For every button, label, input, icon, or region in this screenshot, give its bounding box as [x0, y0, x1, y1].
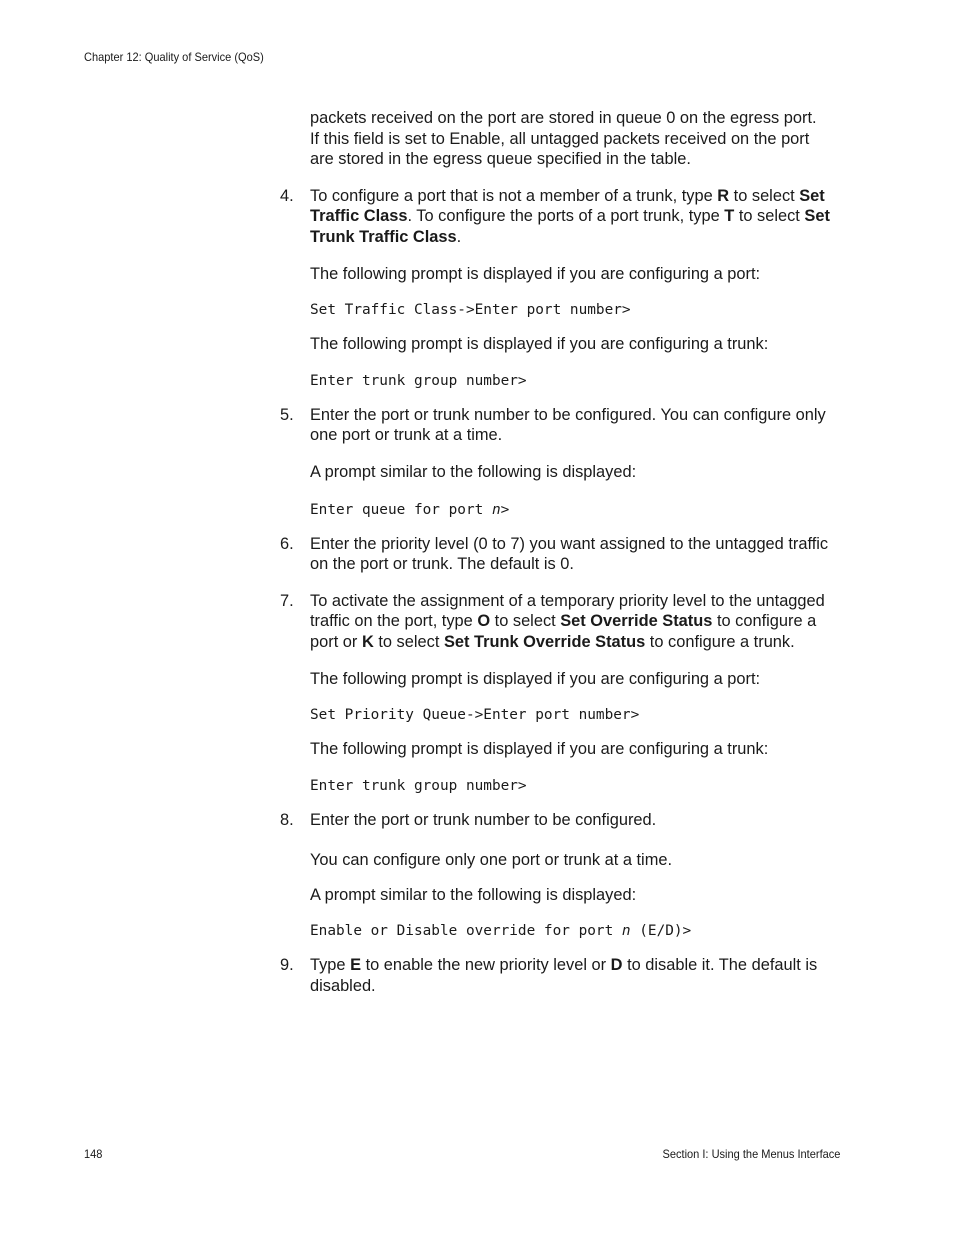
- step-text: .: [456, 227, 462, 246]
- prompt-port-code: Set Traffic Class->Enter port number>: [310, 302, 631, 319]
- step-number: 6.: [280, 534, 294, 553]
- prompt-port-text: The following prompt is displayed if you are configuring a port:: [310, 669, 761, 688]
- menu-set-override-status: Set Override Status: [560, 612, 713, 631]
- step-text: Enter the priority level (0 to 7) you want assigned to the untagged traffic on the port or trunk. The default is 0.: [310, 534, 829, 574]
- step-text: to configure a trunk.: [645, 632, 795, 651]
- prompt-override-code: [310, 921, 845, 941]
- prompt-queue-code: [310, 500, 845, 520]
- step-text: to select: [734, 207, 805, 226]
- intro-line-1: packets received on the port are stored in queue 0 on the egress port.: [310, 109, 817, 127]
- code-text: >: [500, 501, 510, 518]
- step-7: [280, 591, 845, 653]
- prompt-trunk-text: The following prompt is displayed if you are configuring a trunk:: [310, 740, 769, 759]
- step-text: to select: [729, 186, 800, 205]
- step-text: to enable the new priority level or: [361, 956, 611, 975]
- step-number: 5.: [280, 405, 294, 424]
- code-text: (E/D)>: [630, 923, 692, 940]
- prompt-trunk-text: The following prompt is displayed if you are configuring a trunk:: [310, 335, 769, 354]
- intro-paragraph: [310, 108, 845, 170]
- step-6: [280, 534, 845, 575]
- page-body: [280, 108, 845, 1013]
- step-text: to disable it. The default is disabled.: [310, 956, 818, 996]
- menu-set-trunk-traffic-class: Set Trunk Traffic Class: [310, 207, 830, 246]
- prompt-port-text: The following prompt is displayed if you are configuring a port:: [310, 264, 761, 283]
- key-e: E: [350, 956, 362, 975]
- step-text: To configure a port that is not a member of a trunk, type: [310, 186, 718, 205]
- step-text: Type: [310, 956, 351, 975]
- key-d: D: [610, 956, 623, 975]
- step-text: to configure a port or: [310, 612, 817, 651]
- step-text: Enter the port or trunk number to be configured. You can configure only one port or trunk at a time.: [310, 405, 826, 445]
- code-text: Enter queue for port: [310, 501, 492, 518]
- step-8: [280, 810, 845, 831]
- code-text: Enable or Disable override for port: [310, 923, 622, 940]
- step-text: to select: [373, 632, 444, 651]
- prompt-trunk-code: Enter trunk group number>: [310, 372, 527, 389]
- step-text: To activate the assignment of a temporary priority level to the untagged traffic on the port, type: [310, 591, 825, 631]
- step-note: You can configure only one port or trunk at a time.: [310, 851, 673, 870]
- step-9: [280, 955, 845, 996]
- code-variable: n: [621, 923, 631, 940]
- step-number: 9.: [280, 956, 294, 975]
- step-text: to select: [490, 612, 561, 631]
- intro-line-2: If this field is set to Enable, all untagged packets received on the port: [310, 129, 810, 148]
- running-footer-section: Section I: Using the Menus Interface: [662, 1147, 840, 1161]
- page-number: 148: [84, 1147, 103, 1161]
- step-number: 8.: [280, 810, 294, 829]
- key-t: T: [724, 207, 735, 226]
- step-text: . To configure the ports of a port trunk, type: [407, 207, 725, 226]
- intro-line-3: are stored in the egress queue specified in the table.: [310, 150, 691, 169]
- prompt-trunk-code: Enter trunk group number>: [310, 777, 527, 794]
- prompt-text: A prompt similar to the following is displayed:: [310, 462, 637, 481]
- step-number: 4.: [280, 186, 294, 205]
- key-k: K: [361, 632, 374, 651]
- step-text: Enter the port or trunk number to be configured.: [310, 810, 657, 829]
- key-r: R: [717, 186, 730, 205]
- key-o: O: [477, 612, 491, 631]
- step-5: [280, 405, 845, 446]
- running-header: Chapter 12: Quality of Service (QoS): [84, 50, 264, 64]
- prompt-text: A prompt similar to the following is displayed:: [310, 885, 637, 904]
- menu-set-trunk-override-status: Set Trunk Override Status: [443, 632, 646, 651]
- menu-set-traffic-class: Set Traffic Class: [310, 186, 825, 226]
- step-4: [280, 186, 845, 248]
- step-number: 7.: [280, 591, 294, 610]
- prompt-port-code: Set Priority Queue->Enter port number>: [310, 707, 640, 724]
- code-variable: n: [491, 501, 501, 518]
